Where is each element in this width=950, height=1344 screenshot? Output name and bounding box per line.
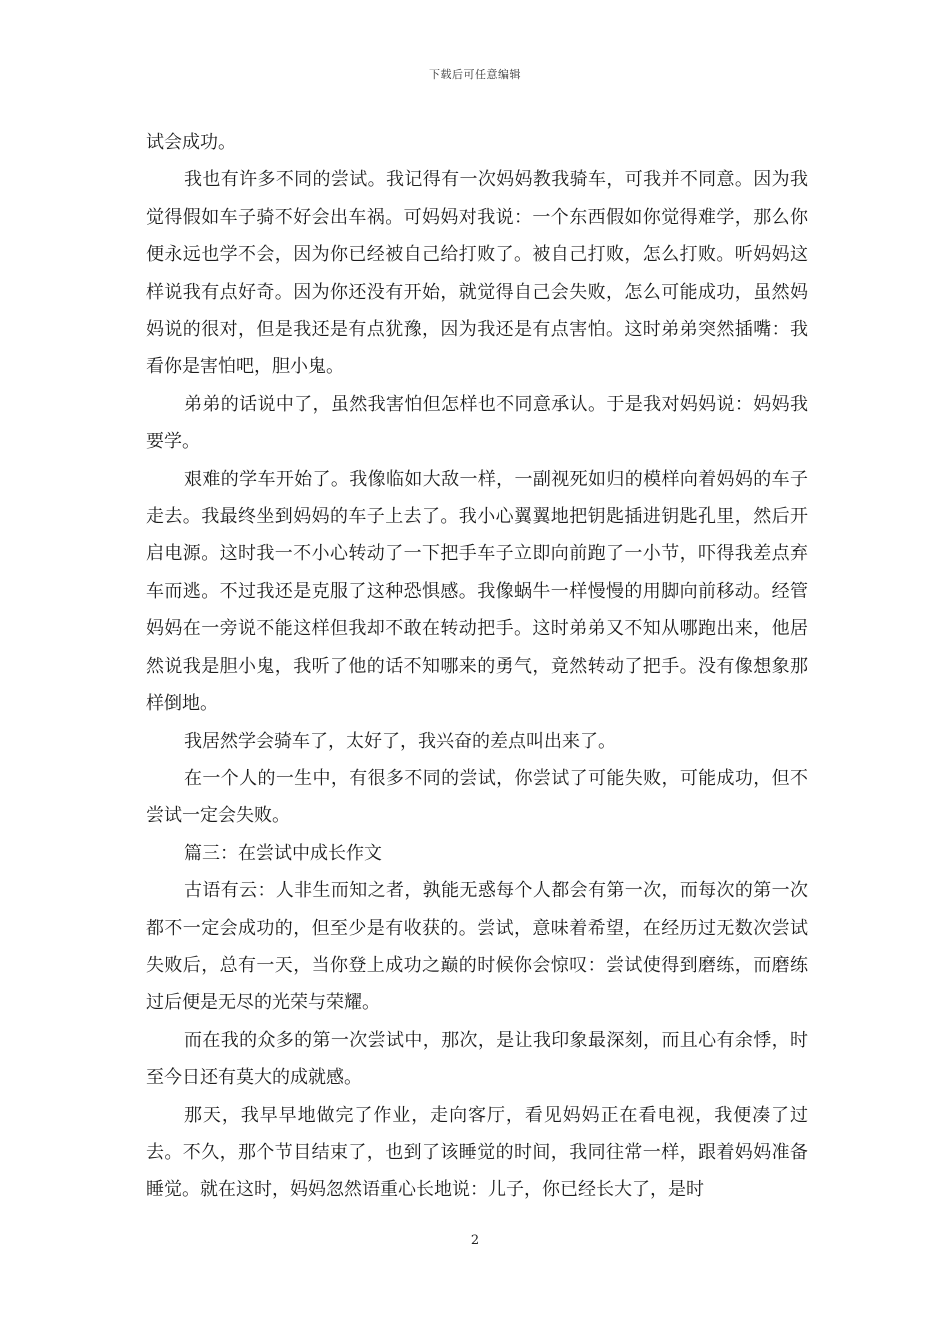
paragraph-6: 在一个人的一生中，有很多不同的尝试，你尝试了可能失败，可能成功，但不尝试一定会失败。 bbox=[146, 767, 808, 827]
paragraph-3: 弟弟的话说中了，虽然我害怕但怎样也不同意承认。于是我对妈妈说：妈妈我要学。 bbox=[146, 393, 808, 453]
document-body bbox=[146, 124, 808, 1209]
paragraph-1: 试会成功。 bbox=[146, 132, 236, 153]
page-number: 2 bbox=[470, 1233, 480, 1248]
section-heading: 篇三：在尝试中成长作文 bbox=[184, 842, 382, 864]
paragraph-8: 而在我的众多的第一次尝试中，那次，是让我印象最深刻，而且心有余悸，时至今日还有莫大的成就感。 bbox=[146, 1029, 808, 1089]
paragraph-2: 我也有许多不同的尝试。我记得有一次妈妈教我骑车，可我并不同意。因为我觉得假如车子骑不好会出车祸。可妈妈对我说：一个东西假如你觉得难学，那么你便永远也学不会，因为你已经被自己给打败了。被自己打败，怎么打败。听妈妈这样说我有点好奇。因为你还没有开始，就觉得自己会失败，怎么可能成功，虽然妈妈说的很对，但是我还是有点犹豫，因为我还是有点害怕。这时弟弟突然插嘴：我看你是害怕吧，胆小鬼。 bbox=[146, 169, 808, 378]
page-header: 下载后可任意编辑 bbox=[429, 68, 521, 81]
paragraph-9: 那天，我早早地做完了作业，走向客厅，看见妈妈正在看电视，我便凑了过去。不久，那个节目结束了，也到了该睡觉的时间，我同往常一样，跟着妈妈准备睡觉。就在这时，妈妈忽然语重心长地说：儿子，你已经长大了，是时 bbox=[146, 1104, 808, 1201]
paragraph-5: 我居然学会骑车了，太好了，我兴奋的差点叫出来了。 bbox=[184, 730, 616, 752]
paragraph-4: 艰难的学车开始了。我像临如大敌一样，一副视死如归的模样向着妈妈的车子走去。我最终坐到妈妈的车子上去了。我小心翼翼地把钥匙插进钥匙孔里，然后开启电源。这时我一不小心转动了一下把手车子立即向前跑了一小节，吓得我差点弃车而逃。不过我还是克服了这种恐惧感。我像蜗牛一样慢慢的用脚向前移动。经管妈妈在一旁说不能这样但我却不敢在转动把手。这时弟弟又不知从哪跑出来，他居然说我是胆小鬼，我听了他的话不知哪来的勇气，竟然转动了把手。没有像想象那样倒地。 bbox=[146, 468, 808, 715]
paragraph-7: 古语有云：人非生而知之者，孰能无惑每个人都会有第一次，而每次的第一次都不一定会成功的，但至少是有收获的。尝试，意味着希望，在经历过无数次尝试失败后，总有一天，当你登上成功之巅的时候你会惊叹：尝试使得到磨练，而磨练过后便是无尽的光荣与荣耀。 bbox=[146, 880, 808, 1014]
